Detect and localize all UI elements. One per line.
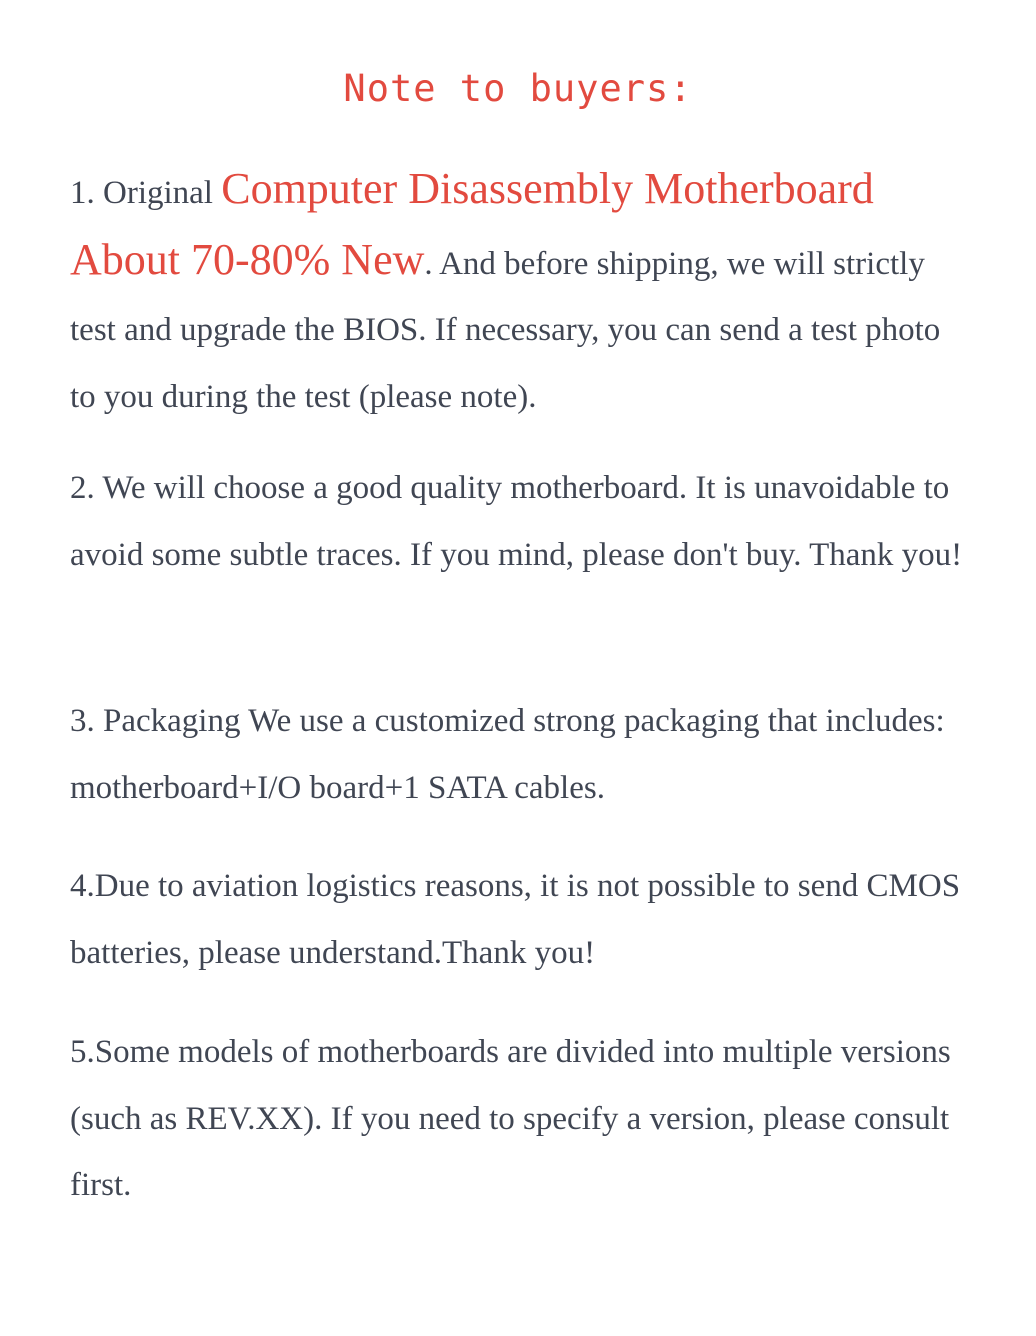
- note-item-1: [70, 156, 970, 430]
- note-item-3: 3. Packaging We use a customized strong packaging that includes: motherboard+I/O board+1 SATA cables.: [70, 703, 945, 806]
- note-item-1-rest: . And before shipping, we will strictly test and upgrade the BIOS. If necessary, you can send a test photo to you during the test (please note).: [70, 245, 941, 415]
- note-item-5: 5.Some models of motherboards are divided into multiple versions (such as REV.XX). If you need to specify a version, please consult first.: [70, 1034, 951, 1203]
- page-title: Note to buyers:: [343, 67, 693, 110]
- note-item-2: 2. We will choose a good quality motherboard. It is unavoidable to avoid some subtle traces. If you mind, please don't buy. Thank you!: [70, 470, 963, 573]
- note-item-1-highlight: Computer Disassembly Motherboard About 70-80% New: [70, 164, 874, 284]
- note-item-1-prefix: 1. Original: [70, 175, 222, 211]
- note-item-4: 4.Due to aviation logistics reasons, it is not possible to send CMOS batteries, please understand.Thank you!: [70, 868, 961, 971]
